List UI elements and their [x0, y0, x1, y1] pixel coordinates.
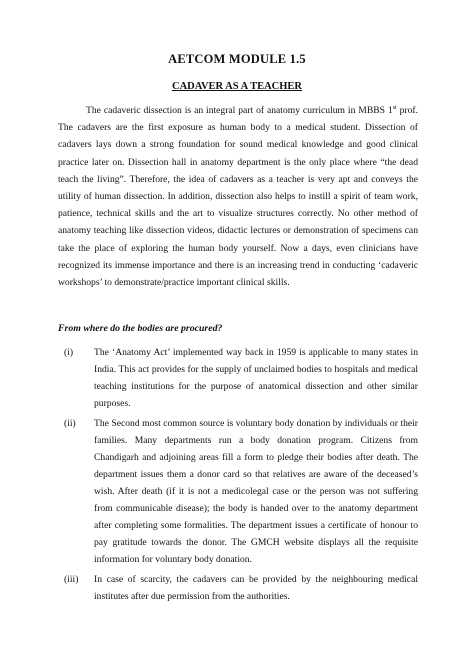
- intro-text-start: The cadaveric dissection is an integral part of anatomy curriculum in MBBS 1: [86, 105, 393, 116]
- intro-paragraph: [58, 102, 418, 291]
- intro-text-rest: prof. The cadavers are the first exposure as human body to a medical student. Dissection of cadavers lays down a strong foundation for sound medical knowledge and good clinical practice later on. Dissection hall in anatomy department is the only place where “the dead teach the living”. Therefore, the idea of cadavers as a teacher is very apt and conveys the utility of human dissection. In addition, dissection also helps to instill a spirit of team work, patience, technical skills and the art to visualize structures correctly. No other method of anatomy teaching like dissection videos, didactic lectures or demonstration of specimens can take the place of exploring the human body yourself. Now a days, even clinicians have recognized its immense importance and there is an increasing trend in conducting ‘cadaveric workshops’ to demonstrate/practice important clinical skills.: [58, 105, 418, 289]
- list-item: [58, 415, 418, 568]
- section-subtitle: CADAVER AS A TEACHER: [171, 81, 303, 92]
- list-item-number: (i): [64, 347, 74, 358]
- list-item-text: The ‘Anatomy Act’ implemented way back in 1959 is applicable to many states in India. This act provides for the supply of unclaimed bodies to hospitals and medical teaching institutions for the purpose of anatomical dissection and other similar purposes.: [94, 347, 418, 409]
- section-heading: From where do the bodies are procured?: [58, 323, 223, 334]
- list-item-number: (iii): [64, 574, 79, 585]
- page-title: AETCOM MODULE 1.5: [168, 52, 306, 66]
- list-item-number: (ii): [64, 418, 76, 429]
- list-item-text: The Second most common source is voluntary body donation by individuals or their families. Many departments run a body donation program. Citizens from Chandigarh and adjoining areas fill a form to pledge their bodies after death. The department issues them a donor card so that relatives are aware of the deceased’s wish. After death (if it is not a medicolegal case or the person was not suffering from communicable disease); the body is handed over to the anatomy department after completing some formalities. The department issues a certificate of honour to pay gratitude towards the donor. The GMCH website displays all the requisite information for voluntary body donation.: [94, 418, 418, 565]
- list-item: [58, 571, 418, 605]
- list-item-text: In case of scarcity, the cadavers can be provided by the neighbouring medical institutes after due permission from the authorities.: [94, 574, 418, 602]
- source-list: [58, 344, 418, 608]
- ordinal-superscript: st: [392, 104, 397, 111]
- list-item: [58, 344, 418, 412]
